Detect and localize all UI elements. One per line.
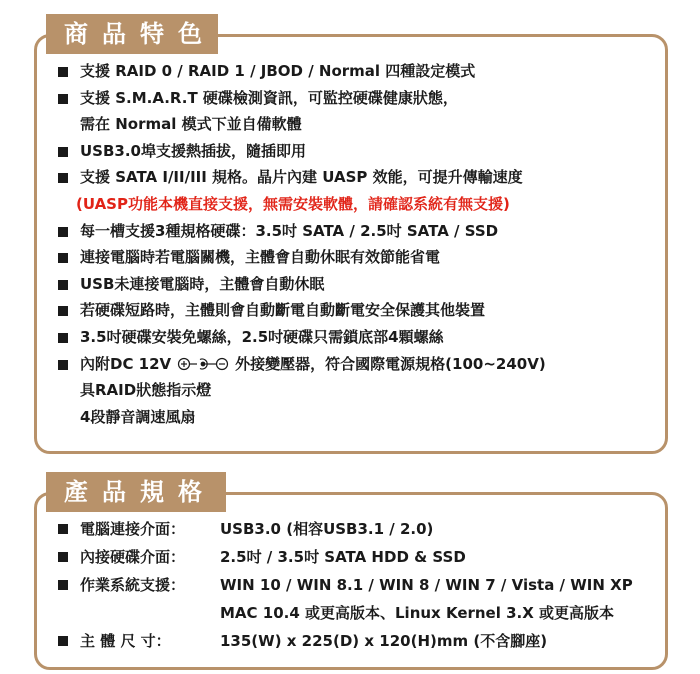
bullet-icon [58,253,68,263]
bullet-icon [58,94,68,104]
spec-value [220,571,633,627]
feature-line [56,164,656,191]
bullet-icon [58,280,68,290]
spec-value [220,515,433,543]
spec-value-line: MAC 10.4 或更高版本、Linux Kernel 3.X 或更高版本 [220,604,615,622]
spec-value-line: WIN 10 / WIN 8.1 / WIN 8 / WIN 7 / Vista / WIN XP [220,576,633,594]
feature-text: 3.5吋硬碟安裝免螺絲，2.5吋硬碟只需鎖底部4顆螺絲 [80,327,444,346]
feature-line [56,244,656,271]
feature-text: 外接變壓器，符合國際電源規格(100~240V) [235,354,546,373]
feature-line [56,324,656,351]
spec-label: 主 體 尺 寸： [80,632,171,650]
specs-list [56,515,666,655]
features-title: 商品特色 [46,14,218,54]
feature-text: 內附DC 12V [80,354,172,373]
spec-value-line: USB3.0 (相容USB3.1 / 2.0) [220,520,434,538]
spec-row [56,571,666,627]
feature-text: (UASP功能本機直接支援，無需安裝軟體，請確認系統有無支援) [76,194,510,213]
spec-value-line: 2.5吋 / 3.5吋 SATA HDD & SSD [220,548,466,566]
feature-text: 需在 Normal 模式下並自備軟體 [80,115,302,134]
feature-text: 每一槽支援3種規格硬碟：3.5吋 SATA / 2.5吋 SATA / SSD [80,221,499,240]
feature-line [56,377,656,404]
center-positive-polarity-icon [177,357,229,371]
spec-row [56,543,666,571]
feature-line [56,218,656,245]
bullet-icon [58,524,68,534]
bullet-icon [58,636,68,646]
spec-row [56,627,666,655]
feature-text: USB未連接電腦時，主體會自動休眠 [80,274,325,293]
feature-line [56,138,656,165]
spec-label: 作業系統支援： [80,576,186,594]
bullet-icon [58,333,68,343]
features-list [56,58,656,430]
bullet-icon [58,360,68,370]
feature-text: 連接電腦時若電腦關機，主體會自動休眠有效節能省電 [80,248,441,267]
bullet-icon [58,580,68,590]
spec-value [220,627,547,655]
feature-line [56,297,656,324]
feature-line [56,85,656,112]
feature-text: 支援 RAID 0 / RAID 1 / JBOD / Normal 四種設定模式 [80,62,476,80]
feature-line [56,404,656,431]
spec-value-line: 135(W) x 225(D) x 120(H)mm (不含腳座) [220,632,548,650]
specs-title: 產品規格 [46,472,226,512]
bullet-icon [58,67,68,77]
feature-line [56,351,656,378]
feature-line [56,58,656,85]
spec-label: 內接硬碟介面： [80,548,186,566]
feature-text: 若硬碟短路時，主體則會自動斷電自動斷電安全保護其他裝置 [80,301,486,320]
feature-text: 支援 SATA I/II/III 規格。晶片內建 UASP 效能，可提升傳輸速度 [80,168,523,187]
uasp-note [56,191,656,218]
bullet-icon [58,227,68,237]
spec-row [56,515,666,543]
feature-text: 支援 S.M.A.R.T 硬碟檢測資訊，可監控硬碟健康狀態， [80,88,458,107]
spec-value [220,543,466,571]
bullet-icon [58,147,68,157]
bullet-icon [58,306,68,316]
bullet-icon [58,173,68,183]
feature-line [56,271,656,298]
spec-label: 電腦連接介面： [80,520,186,538]
bullet-icon [58,552,68,562]
feature-text: 4段靜音調速風扇 [80,407,196,426]
feature-line [56,111,656,138]
feature-text: 具RAID狀態指示燈 [80,381,212,400]
feature-text: USB3.0埠支援熱插拔，隨插即用 [80,141,306,160]
